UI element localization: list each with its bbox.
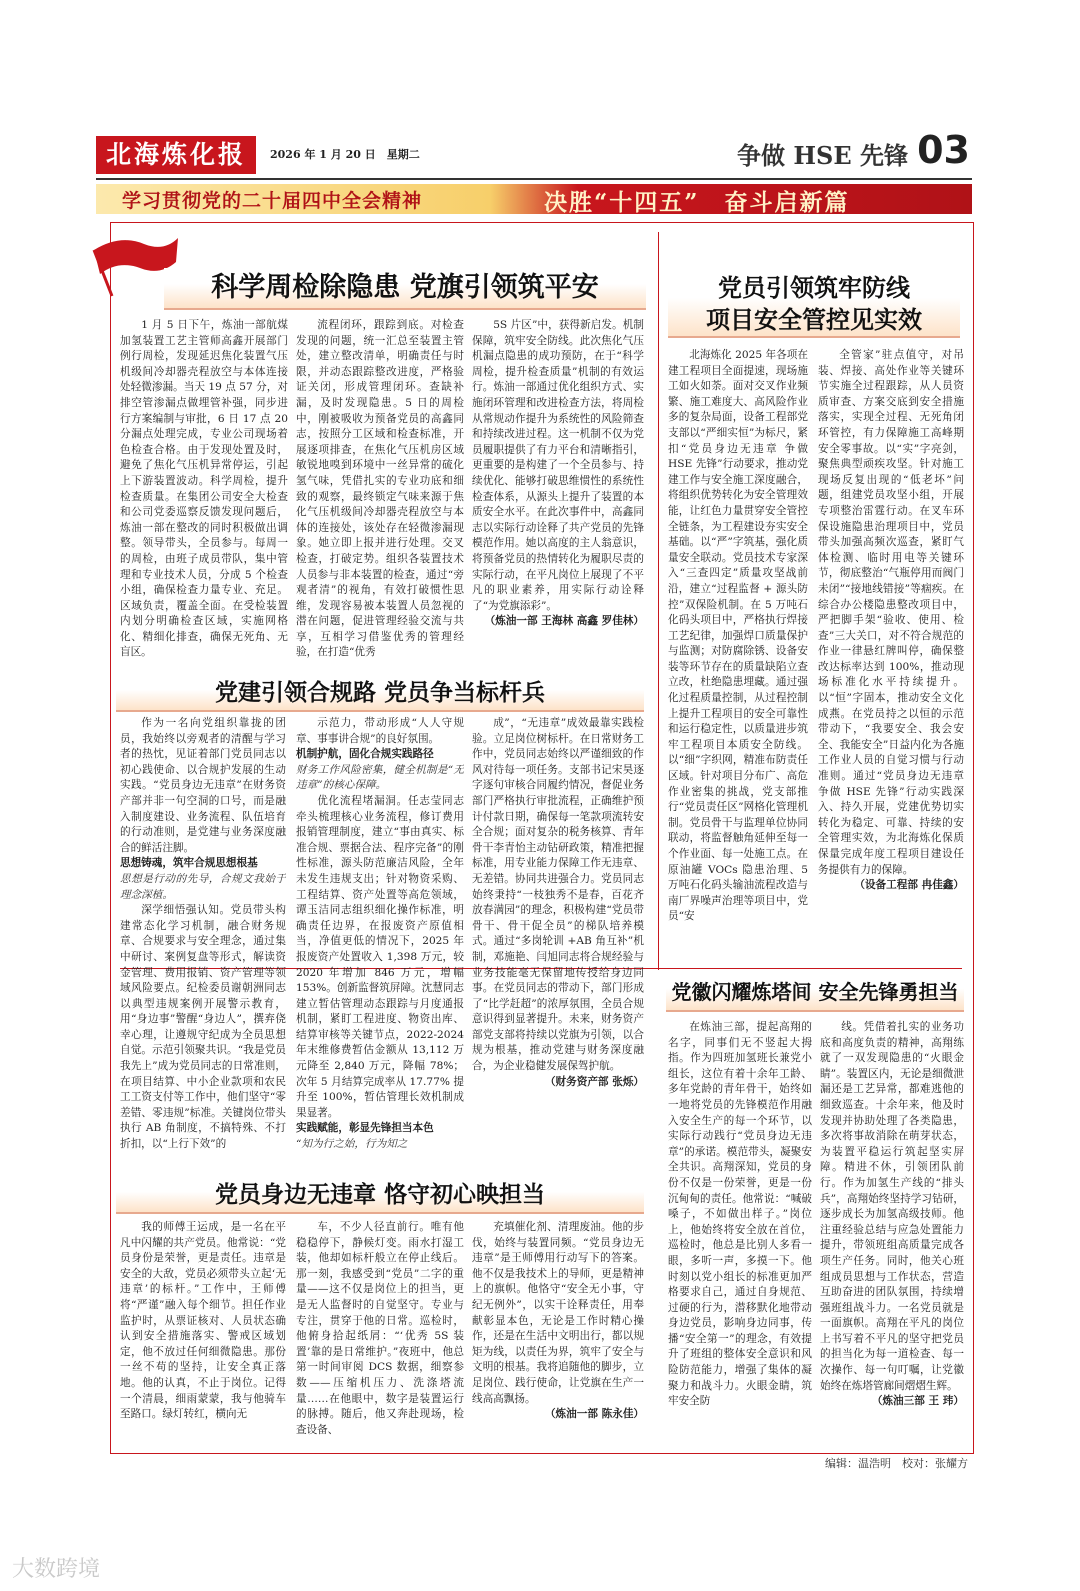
subheading: 机制护航，固化合规实践路径 <box>296 748 434 761</box>
subheading-note: 思想是行动的先导，合规文我始于理念深植。 <box>120 872 286 901</box>
article-column: 线。凭借着扎实的业务功底和高度负责的精神，高翔练就了一双发现隐患的“火眼金睛”。装置区内，无论是细微泄漏还是工艺异常，都难逃他的细致巡查。十余年来，他及时发现并协助处理了各类隐患，多次将事故消除在萌芽状态，为装置平稳运行筑起坚实屏障。精进不休，引领团队前行。作为加氢生产线的“排头兵”，高翔始终坚持学习钻研，逐步成长为加氢高级技师。他注重经验总结与应急处置能力提升，带领班组高质量完成各项生产任务。同时，他关心班组成员思想与工作状态，营造互助奋进的团队氛围，持续增强班组战斗力。一名党员就是一面旗帜。高翔在平凡的岗位上书写着不平凡的坚守把党员的担当化为每一道检查、每一次操作、每一句叮嘱，让党徽始终在炼塔管廊间熠熠生辉。 （炼油三部 王 玮） <box>820 1020 964 1444</box>
article-column: 1 月 5 日下午，炼油一部航煤加氢装置工艺主管师高鑫开展部门例行周检，发现延迟焦化装置气压机级间冷却器壳程放空与本体连接处轻微渗漏。当天 19 点 57 分，对排空管渗漏点做埋管补强，同步进行方案编制与审批，6 日 17 点 20 分漏点处理完成，专业公司现场着色检查合格。由于发现处置及时，避免了焦化气压机异常停运，引起上下游装置波动。科学周检，提升检查质量。在集团公司安全大检查和公司党委巡察反馈发现问题后，炼油一部在整改的同时积极做出调整。领导带头，全员参与。每周一的周检，由班子成员带队，集中管理和专业技术人员，分成 5 个检查小组，确保检查力量专业、充足。区域负责，覆盖全面。在受检装置内划分明确检查区域，实施网格化、精细化排查，确保无死角、无盲区。 <box>120 319 288 659</box>
article-column: 充填催化剂、清理废油。他的步伐，始终与装置同频。“党员身边无违章”是王师傅用行动写下的答案。他不仅是我技术上的导师，更是精神上的旗帜。他恪守“安全无小事，守纪无例外”，以实干诠释责任，用奉献彰显本色，无论是工作时精心操作，还是在生活中文明出行，都以规矩为线，以责任为界，筑牢了安全与文明的根基。我将追随他的脚步，立足岗位、践行使命，让党旗在生产一线高高飘扬。 （炼油一部 陈永佳） <box>472 1220 644 1444</box>
theme-banner <box>96 184 972 214</box>
page-number: 03 <box>917 128 970 172</box>
subheading: 思想铸魂，筑牢合规思想根基 <box>120 857 258 870</box>
masthead-rule <box>96 178 972 180</box>
subheading: 实践赋能，彰显先锋担当本色 <box>296 1122 434 1135</box>
article-column: 北海炼化 2025 年各项在建工程项目全面提速，现场施工如火如荼。面对交叉作业频繁、施工难度大、高风险作业多的复杂局面，设备工程部党支部以“严细实恒”为标尺，紧扣“党员身边无违章 争做 HSE 先锋”行动要求，推动党建工作与安全施工深度融合，将组织优势转化为安全管理效能，让红色力量贯穿安全管控全链条，为工程建设夯实安全基础。以“严”字筑基，强化质量安全联动。党员技术专家深入“三查四定”质量攻坚战前沿，建立“过程监督 + 源头防控”双保险机制。在 5 万吨石化码头项目中，严格执行焊接工艺纪律，加强焊口质量保护与监测；对防腐除锈、设备安装等环节存在的质量缺陷立查立改，杜绝隐患埋藏。通过强化过程质量控制，从过程控制上提升工程项目的安全可靠性和运行稳定性，以质量进步筑牢工程项目本质安全防线。以“细”字织网，精准布防责任区域。针对项目分布广、高危作业密集的挑战，党支部推行“党员责任区”网格化管理机制。党员骨干与监理单位协同联动，将监督触角延伸至每一个作业面、每一处施工点。在原油罐 VOCs 隐患治理、5 万吨石化码头输油流程改造与南厂界噪声治理等项目中，党员“安 <box>668 349 808 923</box>
article-column: 流程闭环，跟踪到底。对检查发现的问题，统一汇总至装置主管处，建立整改清单，明确责任与时限，并动态跟踪整改进度，严格验证关闭，形成管理闭环。查缺补漏，及时发现隐患。5 日的周检中，刚被吸收为预备党员的高鑫同志，按照分工区域和检查标准，开展逐项排查，在焦化气压机房区域敏锐地嗅到环境中一丝异常的硫化氢气味，凭借扎实的专业功底和细致的观察，最终锁定气味来源于焦化气压机级间冷却器壳程放空与本体的连接处，该处存在轻微渗漏现象。她立即上报并进行处理。交叉检查，打破定势。组织各装置技术人员参与非本装置的检查，通过“旁观者清”的视角，有效打破惯性思维，发现容易被本装置人员忽视的潜在问题，促进管理经验交流与共享，互相学习借鉴优秀的管理经验，在打造“优秀 <box>296 319 464 659</box>
article-title: 党徽闪耀炼塔间 安全先锋勇担当 <box>666 974 964 1012</box>
article-title: 党建引领合规路 党员争当标杆兵 <box>116 676 644 712</box>
article-column: 在炼油三部，提起高翔的名字，同事们无不竖起大拇指。作为四班加氢班长兼党小组长，这位有着十余年工龄、多年党龄的青年骨干，始终如一地将党员的先锋模范作用融入安全生产的每一个环节，以实际行动践行“党员身边无违章”的承诺。模范带头，凝聚安全共识。高翔深知，党员的身份不仅是一份荣誉，更是一份沉甸甸的责任。他常说：“喊破嗓子，不如做出样子。”岗位上，他始终将安全放在首位，巡检时，他总是比别人多看一眼，多听一声，多摸一下。他时刻以党小组长的标准更加严格要求自己，通过自身规范、过硬的行为，潜移默化地带动身边党员，影响身边同事，传播“安全第一”的理念，有效提升了班组的整体安全意识和风险防范能力，增强了集体的凝聚力和战斗力。火眼金睛，筑牢安全防 <box>668 1021 812 1408</box>
byline: （炼油一部 王海林 高鑫 罗佳林） <box>484 615 644 628</box>
article-title: 党员引领筑牢防线 项目安全管控见实效 <box>668 272 960 338</box>
article-column: 示范力，带动形成“人人守规章、事事讲合规”的良好氛围。 机制护航，固化合规实践路径 财务工作风险密集，健全机制是“无违章”的核心保障。 优化流程堵漏洞。任志莹同志牵头梳理核心业务流程，修订费用报销管理制度，建立“事由真实、标准合规、票据合法、程序完备”的刚性标准，源头防范廉洁风险，全年未发生违规支出；针对物资采购、工程结算、资产处置等高危领域，谭玉洁同志组织细化操作标准，明确责任边界，在报废资产原值相当，净值更低的情况下，2025 年报废资产处置收入 1,398 万元，较 2020 年增加 846 万元，增幅 153%。创新监督筑屏障。沈慧同志建立暂估管理动态跟踪与月度通报机制，紧盯工程进度、物资出库、结算审核等关键节点，2022-2024 年末维修费暂估金额从 13,112 万元降至 2,840 万元，降幅 78%；次年 5 月结算完成率从 17.77% 提升至 100%，暂估管理长效机制成果显著。 实践赋能，彰显先锋担当本色 “知为行之始，行为知之 <box>296 716 464 1166</box>
article-column: 成”，“无违章”成效最靠实践检验。立足岗位树标杆。在日常财务工作中，党员同志始终以严谨细致的作风对待每一项任务。支部书记宋昊逐字逐句审核合同履约情况，督促业务部门严格执行审批流程，正确维护预计付款日期，确保每一笔款项流转安全合规；面对复杂的税务核算、青年骨干李青怡主动钻研政策，精准把握标准，用专业能力保障工作无违章、无差错。协同共进强合力。党员同志始终秉持“一枝独秀不是春，百花齐放春满园”的理念，积极构建“党员带骨干、骨干促全员”的梯队培养模式。通过“多岗轮训 +AB 角互补”机制，邓施艳、闫旭同志将合规经验与业务技能毫无保留地传授给身边同事。在党员同志的带动下，部门形成了“比学赶超”的浓厚氛围，全员合规意识得到显著提升。未来，财务资产部党支部将持续以党旗为引领，以合规为根基，推动党建与财务深度融合，为企业稳健发展保驾护航。 （财务资产部 张烁） <box>472 716 644 1166</box>
banner-left-text: 学习贯彻党的二十届四中全会精神 <box>122 190 423 212</box>
masthead <box>96 128 972 176</box>
article-column: 作为一名向党组织靠拢的团员，我始终以旁观者的清醒与学习者的热忱，见证着部门党员同志以初心践使命、以合规护发展的生动实践。“党员身边无违章”在财务资产部并非一句空洞的口号，而是融入制度建设、业务流程、队伍培育的行动准则，是党建与业务深度融合的鲜活注脚。 思想铸魂，筑牢合规思想根基 思想是行动的先导，合规文我始于理念深植。 深学细悟强认知。党员带头构建常态化学习机制，融合财务规章、合规要求与安全理念，通过集中研讨、案例复盘等形式，解读资金管理、费用报销、资产管理等领域风险要点。纪检委员谢朝洲同志以典型违规案例开展警示教育，用“身边事”警醒“身边人”，撰弃侥幸心理，让遵规守纪成为全员思想自觉。示范引领聚共识。“我是党员我先上”成为党员同志的日常准则，在项目结算、中小企业款项和农民工工资支付等工作中，他们坚守“零差错、零违规”标准。关键岗位带头执行 AB 角制度，不搞特殊、不打折扣，以“上行下效”的 <box>120 717 286 1151</box>
byline: （炼油三部 王 玮） <box>871 1395 964 1408</box>
subheading-note: 财务工作风险密集，健全机制是“无违章”的核心保障。 <box>296 763 464 792</box>
subheading-note: “知为行之始，行为知之 <box>296 1138 408 1151</box>
newspaper-logo: 北海炼化报 <box>96 136 256 174</box>
editor-credits: 编辑：温浩明 校对：张耀方 <box>825 1457 968 1470</box>
article-title: 科学周检除隐患 党旗引领筑平安 <box>164 268 646 310</box>
banner-right-text: 决胜“十四五” 奋斗启新篇 <box>544 189 850 216</box>
section-title: 争做 HSE 先锋 <box>736 141 908 170</box>
column-divider <box>658 232 659 970</box>
byline: （炼油一部 陈永佳） <box>544 1408 644 1421</box>
article-column: 我的师傅王运成，是一名在平凡中闪耀的共产党员。他常说：“党员身份是荣誉，更是责任。违章是安全的大敌，党员必须带头立起‘无违章’的标杆。”工作中，王师傅将“严谨”融入每个细节。担任作业监护时，从票证核对、人员状态确认到安全措施落实、警戒区域划定，他不放过任何细微隐患。那份一丝不苟的坚持，让安全真正落地。他的认真，不止于岗位。记得一个清晨，细雨蒙蒙，我与他骑车至路口。绿灯转红，横向无 <box>120 1221 286 1421</box>
issue-date: 2026 年 1 月 20 日 星期二 <box>270 148 420 161</box>
article-column: 车，不少人径直前行。唯有他稳稳停下，静候灯变。雨水打湿工装，他却如标杆般立在停止线后。那一刻，我感受到“党员”二字的重量——这不仅是岗位上的担当，更是无人监督时的自觉坚守。专业与专注，贯穿于他的日常。巡检时，他俯身拾起纸屑：“‘优秀 5S 装置’靠的是日常维护。”夜班中，他总第一时间审阅 DCS 数据，细察参数——压缩机压力、洗涤塔流量……在他眼中，数字是装置运行的脉搏。随后，他又奔赴现场，检查设备、 <box>296 1221 464 1436</box>
article-title: 党员身边无违章 恪守初心映担当 <box>116 1178 644 1214</box>
article-column: 5S 片区”中，获得新启发。机制保障，筑牢安全防线。此次焦化气压机漏点隐患的成功预防，在于“科学周检，提升检查质量”机制的有效运行。炼油一部通过优化组织方式、实施闭环管理和改进检查方法，将周检从常规动作提升为系统性的风险筛查和持续改进过程。这一机制不仅为党员履职提供了有力平台和清晰指引，更重要的是构建了一个全员参与、持续优化、能够打破思维惯性的系统性检查体系，从源头上提升了装置的本质安全水平。在此次事件中，高鑫同志以实际行动诠释了共产党员的先锋模范作用。她以高度的主人翁意识，将预备党员的热情转化为履职尽责的实际行动，在平凡岗位上展现了不平凡的职业素养，用实际行动诠释了“为党旗添彩”。 （炼油一部 王海林 高鑫 罗佳林） <box>472 318 644 666</box>
byline: （设备工程部 冉佳鑫） <box>854 879 964 892</box>
article-column: 全管家”驻点值守，对吊装、焊接、高处作业等关键环节实施全过程跟踪，从人员资质审查、方案交底到安全措施落实，实现全过程、无死角闭环管控，有力保障施工高峰期安全零事故。以“实”字亮剑，聚焦典型顽疾攻坚。针对施工现场反复出现的“低老坏”问题，组建党员攻坚小组，开展专项整治雷霆行动。在叉车环保设施隐患治理项目中，党员带头加强高频次巡查，紧盯气体检测、临时用电等关键环节，彻底整治“气瓶停用而阀门未闭”“接地线错接”等痼疾。在综合办公楼隐患整改项目中，严把脚手架“验收、使用、检查”三大关口，对不符合规范的作业一律悬红牌叫停，确保整改达标率达到 100%，推动现场标准化水平持续提升。以“恒”字固本，推动安全文化成燕。在党员持之以恒的示范带动下，“我要安全、我会安全、我能安全”日益内化为各施工作业人员的自觉习惯与行动准则。通过“党员身边无违章 争做 HSE 先锋”行动实践深入、持久开展，党建优势切实转化为稳定、可靠、持续的安全管理实效，为北海炼化保质保量完成年度工程项目建设任务提供有力的保障。 （设备工程部 冉佳鑫） <box>818 348 964 952</box>
byline: （财务资产部 张烁） <box>544 1075 644 1088</box>
watermark: 大数跨境 <box>12 1557 101 1582</box>
